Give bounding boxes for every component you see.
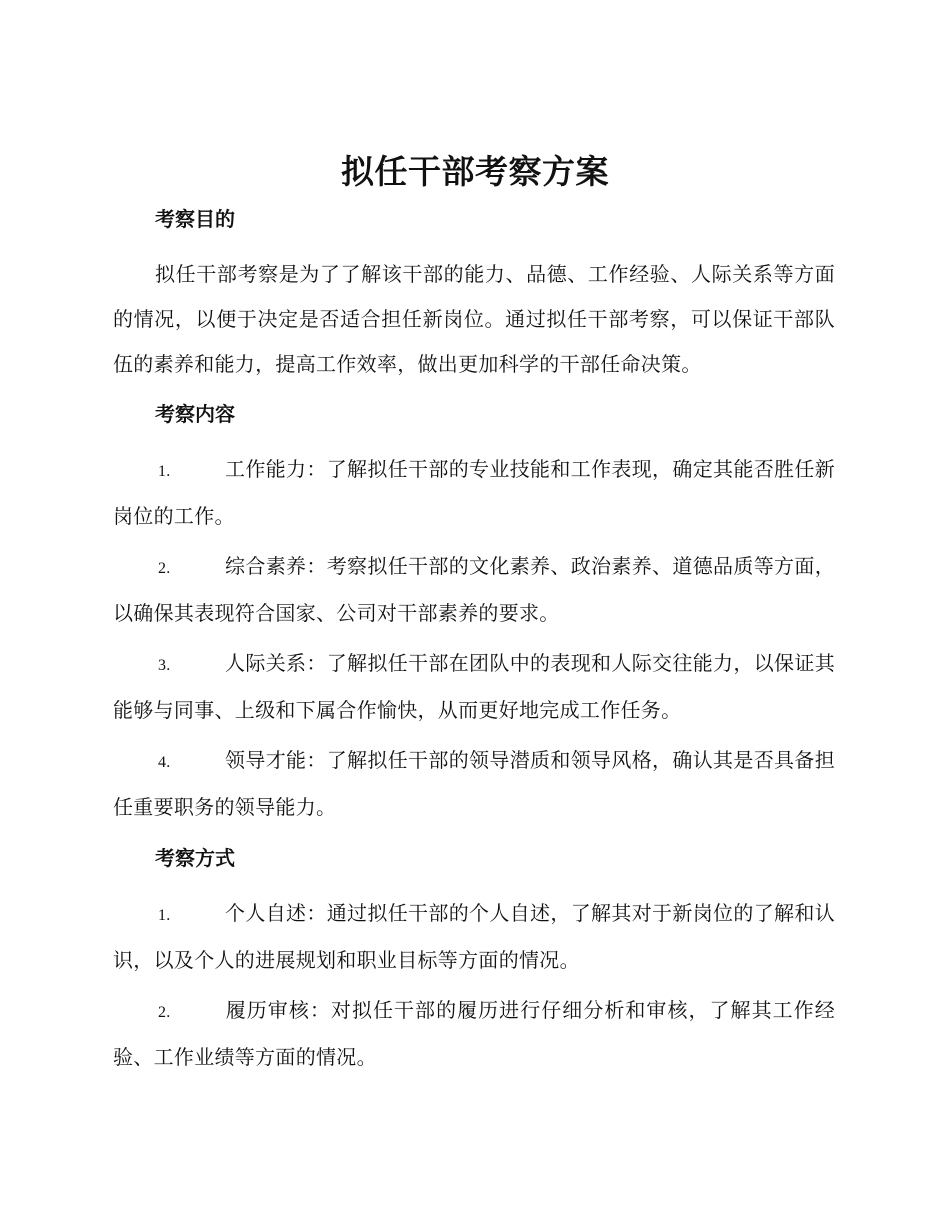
section-heading-content: 考察内容 <box>155 402 235 426</box>
list-item-number: 3. <box>158 657 171 674</box>
list-item-text: 人际关系：了解拟任干部在团队中的表现和人际交往能力，以保证其能够与同事、上级和下属合作愉快，从而更好地完成工作任务。 <box>113 651 835 722</box>
list-item-number: 1. <box>158 463 171 480</box>
document-title: 拟任干部考察方案 <box>341 152 609 191</box>
list-item <box>113 544 835 636</box>
list-item-text: 工作能力：了解拟任干部的专业技能和工作表现，确定其能否胜任新岗位的工作。 <box>113 457 835 528</box>
list-item-text: 综合素养：考察拟任干部的文化素养、政治素养、道德品质等方面，以确保其表现符合国家、公司对干部素养的要求。 <box>113 554 835 625</box>
section-paragraph-purpose: 拟任干部考察是为了了解该干部的能力、品德、工作经验、人际关系等方面的情况，以便于决定是否适合担任新岗位。通过拟任干部考察，可以保证干部队伍的素养和能力，提高工作效率，做出更加科学的干部任命决策。 <box>113 262 835 376</box>
list-item-number: 4. <box>158 754 171 771</box>
list-item-text: 个人自述：通过拟任干部的个人自述，了解其对于新岗位的了解和认识，以及个人的进展规划和职业目标等方面的情况。 <box>113 901 835 972</box>
list-item <box>113 988 835 1080</box>
list-item-number: 2. <box>158 560 171 577</box>
section-heading-purpose: 考察目的 <box>155 207 235 231</box>
list-item <box>113 738 835 830</box>
list-item-number: 1. <box>158 907 171 924</box>
list-item <box>113 447 835 539</box>
section-heading-method: 考察方式 <box>155 846 235 870</box>
list-item-text: 履历审核：对拟任干部的履历进行仔细分析和审核，了解其工作经验、工作业绩等方面的情况。 <box>113 998 835 1069</box>
list-item-number: 2. <box>158 1004 171 1021</box>
list-item-text: 领导才能：了解拟任干部的领导潜质和领导风格，确认其是否具备担任重要职务的领导能力。 <box>113 748 835 819</box>
list-item <box>113 891 835 983</box>
list-item <box>113 641 835 733</box>
